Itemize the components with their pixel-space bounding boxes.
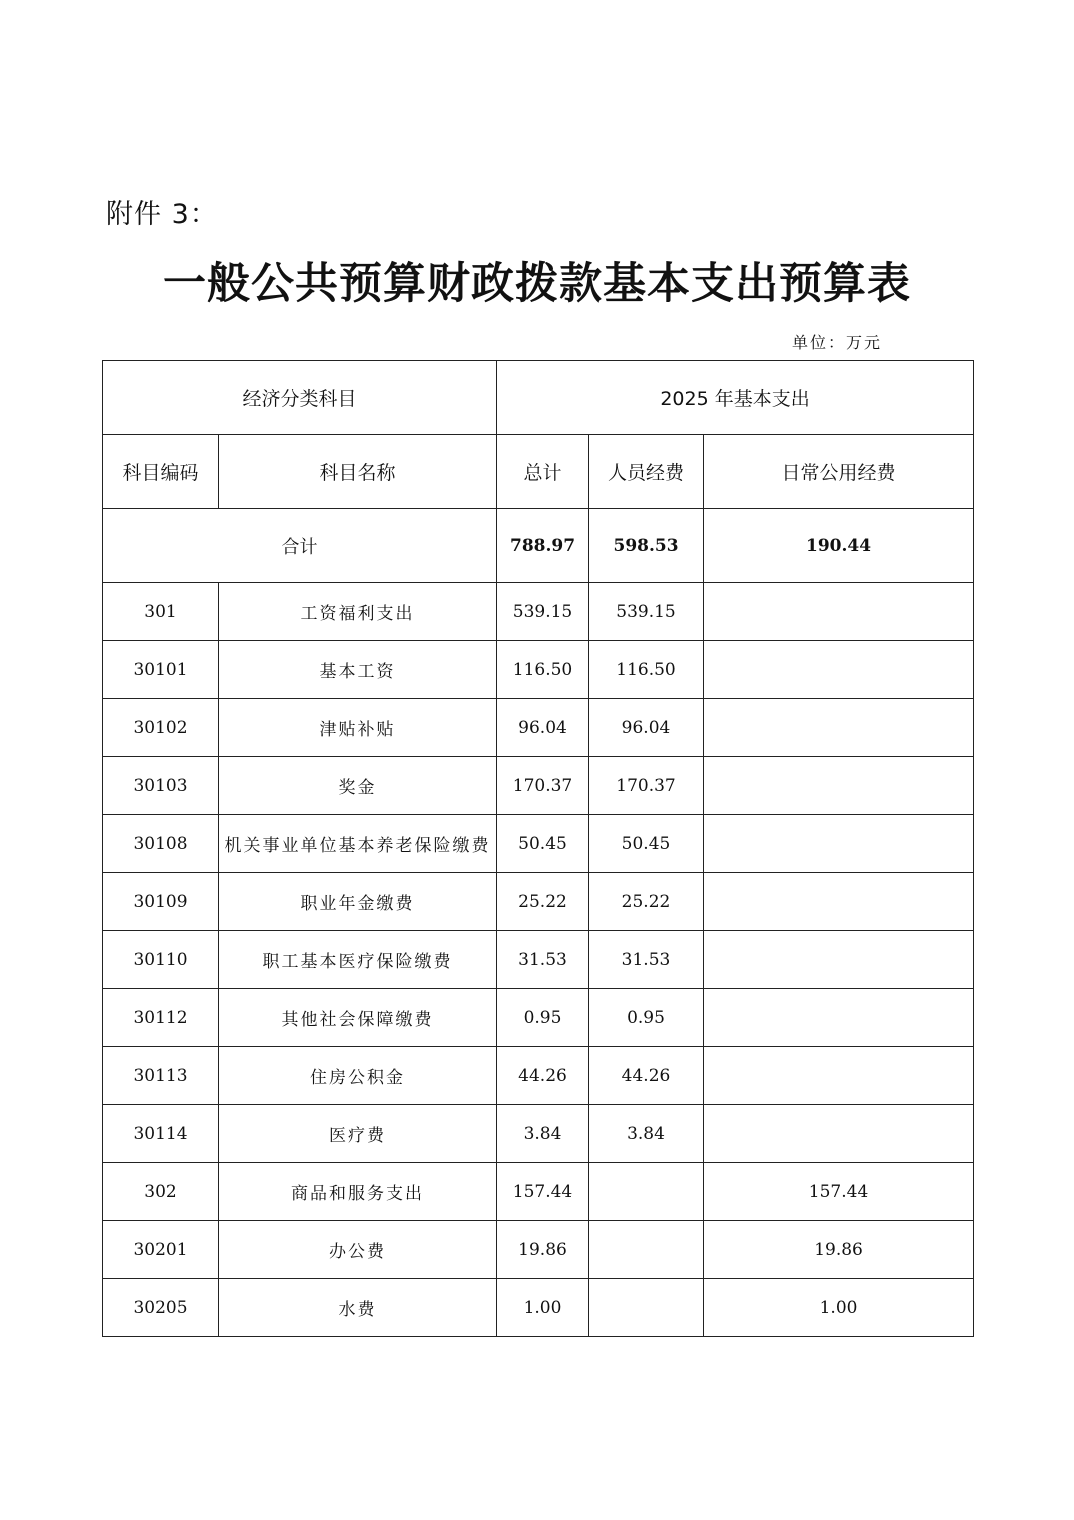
cell-public [704,699,974,757]
table-row [103,873,974,931]
cell-public [704,1105,974,1163]
cell-personnel: 44.26 [589,1047,704,1105]
cell-public [704,757,974,815]
table-row [103,699,974,757]
cell-personnel: 116.50 [589,641,704,699]
table-row [103,1221,974,1279]
header-name: 科目名称 [219,435,497,509]
cell-total: 116.50 [497,641,589,699]
table-row [103,815,974,873]
budget-table [102,360,974,1337]
cell-name: 机关事业单位基本养老保险缴费 [219,815,497,873]
table-row [103,641,974,699]
cell-name: 商品和服务支出 [219,1163,497,1221]
cell-name: 其他社会保障缴费 [219,989,497,1047]
cell-name: 基本工资 [219,641,497,699]
cell-code: 30102 [103,699,219,757]
cell-total: 539.15 [497,583,589,641]
table-row [103,989,974,1047]
cell-public [704,1047,974,1105]
cell-public: 19.86 [704,1221,974,1279]
cell-personnel: 50.45 [589,815,704,873]
attachment-label: 附件 3： [106,199,218,230]
cell-total: 1.00 [497,1279,589,1337]
cell-name: 职业年金缴费 [219,873,497,931]
cell-code: 30103 [103,757,219,815]
document-title: 一般公共预算财政拨款基本支出预算表 [163,259,911,309]
total-personnel: 598.53 [589,509,704,583]
table-row [103,583,974,641]
table-body [103,361,974,1337]
header-total: 总计 [497,435,589,509]
cell-public [704,583,974,641]
cell-code: 30114 [103,1105,219,1163]
cell-name: 办公费 [219,1221,497,1279]
header-economic-category: 经济分类科目 [103,361,497,435]
cell-personnel [589,1163,704,1221]
cell-code: 30112 [103,989,219,1047]
cell-name: 工资福利支出 [219,583,497,641]
cell-total: 31.53 [497,931,589,989]
cell-public [704,989,974,1047]
table-row [103,1047,974,1105]
cell-total: 44.26 [497,1047,589,1105]
total-public: 190.44 [704,509,974,583]
total-row [103,509,974,583]
cell-public: 157.44 [704,1163,974,1221]
table-row [103,1105,974,1163]
total-label: 合计 [103,509,497,583]
cell-personnel: 3.84 [589,1105,704,1163]
cell-total: 25.22 [497,873,589,931]
cell-name: 住房公积金 [219,1047,497,1105]
cell-personnel: 170.37 [589,757,704,815]
cell-code: 30205 [103,1279,219,1337]
header-group-row [103,361,974,435]
table-row [103,757,974,815]
cell-personnel: 0.95 [589,989,704,1047]
cell-public [704,641,974,699]
header-basic-expenditure: 2025 年基本支出 [497,361,974,435]
cell-code: 30108 [103,815,219,873]
cell-name: 职工基本医疗保险缴费 [219,931,497,989]
cell-total: 19.86 [497,1221,589,1279]
cell-personnel: 539.15 [589,583,704,641]
cell-personnel: 96.04 [589,699,704,757]
cell-public [704,873,974,931]
unit-label: 单位：万元 [791,333,882,352]
total-total: 788.97 [497,509,589,583]
cell-public [704,931,974,989]
cell-personnel [589,1221,704,1279]
cell-name: 津贴补贴 [219,699,497,757]
header-code: 科目编码 [103,435,219,509]
cell-code: 30109 [103,873,219,931]
table-row [103,1163,974,1221]
cell-code: 30110 [103,931,219,989]
cell-personnel: 31.53 [589,931,704,989]
cell-code: 30101 [103,641,219,699]
cell-total: 170.37 [497,757,589,815]
table-row [103,931,974,989]
cell-public: 1.00 [704,1279,974,1337]
cell-code: 302 [103,1163,219,1221]
cell-total: 3.84 [497,1105,589,1163]
cell-code: 30201 [103,1221,219,1279]
cell-total: 50.45 [497,815,589,873]
header-public: 日常公用经费 [704,435,974,509]
cell-personnel [589,1279,704,1337]
cell-name: 医疗费 [219,1105,497,1163]
cell-code: 30113 [103,1047,219,1105]
header-personnel: 人员经费 [589,435,704,509]
table-row [103,1279,974,1337]
cell-personnel: 25.22 [589,873,704,931]
cell-name: 奖金 [219,757,497,815]
cell-total: 0.95 [497,989,589,1047]
cell-name: 水费 [219,1279,497,1337]
cell-public [704,815,974,873]
cell-code: 301 [103,583,219,641]
cell-total: 157.44 [497,1163,589,1221]
cell-total: 96.04 [497,699,589,757]
header-columns-row [103,435,974,509]
